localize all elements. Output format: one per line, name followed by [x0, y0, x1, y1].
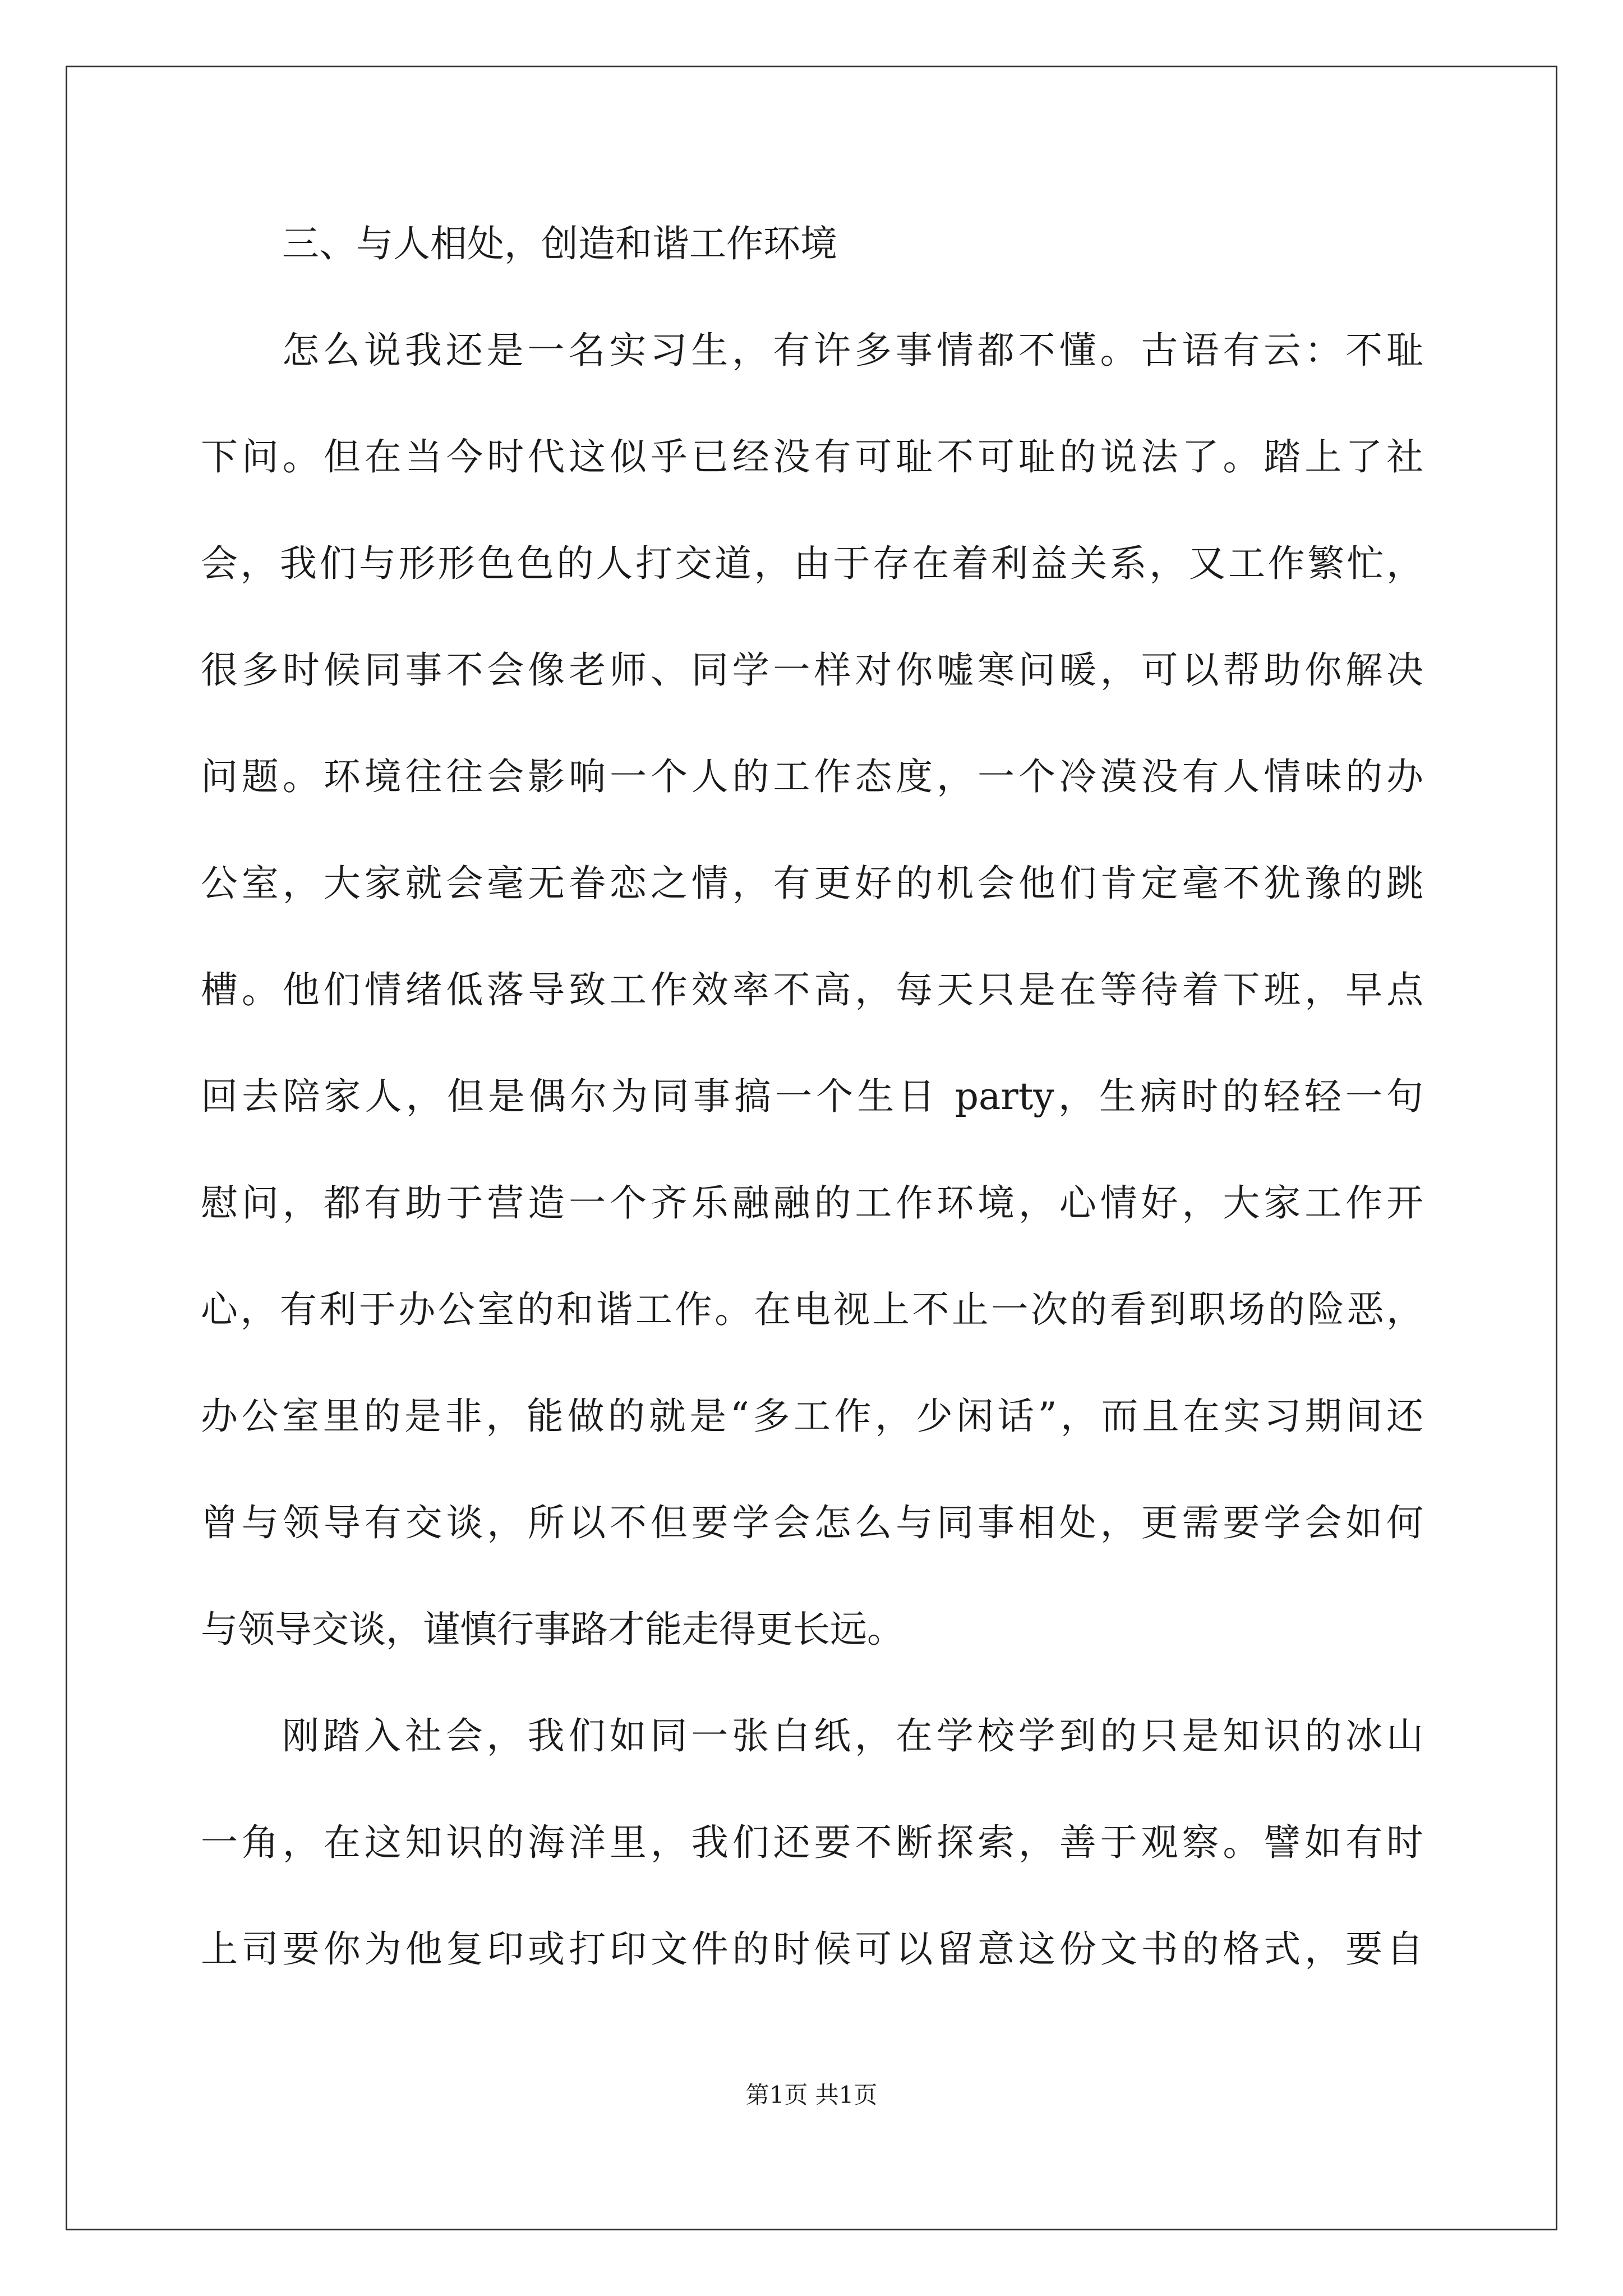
paragraph-1-line: 慰问，都有助于营造一个齐乐融融的工作环境，心情好，大家工作开: [201, 1181, 1423, 1225]
paragraph-1-line: 问题。环境往往会影响一个人的工作态度，一个冷漠没有人情味的办: [201, 755, 1423, 798]
paragraph-1-line: 会，我们与形形色色的人打交道，由于存在着利益关系，又工作繁忙，: [201, 542, 1423, 585]
section-heading: 三、与人相处，创造和谐工作环境: [282, 222, 837, 265]
paragraph-1-line: 回去陪家人，但是偶尔为同事搞一个生日 party，生病时的轻轻一句: [201, 1075, 1423, 1118]
paragraph-1-line: 与领导交谈，谨慎行事路才能走得更长远。: [201, 1608, 904, 1651]
paragraph-1-line: 槽。他们情绪低落导致工作效率不高，每天只是在等待着下班，早点: [201, 968, 1423, 1011]
paragraph-1-line: 心，有利于办公室的和谐工作。在电视上不止一次的看到职场的险恶，: [201, 1288, 1423, 1331]
paragraph-1-line: 公室，大家就会毫无眷恋之情，有更好的机会他们肯定毫不犹豫的跳: [201, 862, 1423, 905]
paragraph-1-line: 下问。但在当今时代这似乎已经没有可耻不可耻的说法了。踏上了社: [201, 435, 1423, 478]
page-footer: 第1页 共1页: [745, 2081, 878, 2109]
paragraph-2-line: 一角，在这知识的海洋里，我们还要不断探索，善于观察。譬如有时: [201, 1821, 1423, 1864]
paragraph-1-line: 很多时候同事不会像老师、同学一样对你嘘寒问暖，可以帮助你解决: [201, 648, 1423, 692]
paragraph-2-line: 刚踏入社会，我们如同一张白纸，在学校学到的只是知识的冰山: [282, 1714, 1423, 1757]
paragraph-1-line: 怎么说我还是一名实习生，有许多事情都不懂。古语有云：不耻: [282, 329, 1423, 372]
paragraph-2-line: 上司要你为他复印或打印文件的时候可以留意这份文书的格式，要自: [201, 1927, 1423, 1971]
paragraph-1-line: 曾与领导有交谈，所以不但要学会怎么与同事相处，更需要学会如何: [201, 1501, 1423, 1544]
paragraph-1-line: 办公室里的是非，能做的就是“多工作，少闲话”，而且在实习期间还: [201, 1395, 1423, 1438]
page-border: [66, 66, 1557, 2230]
